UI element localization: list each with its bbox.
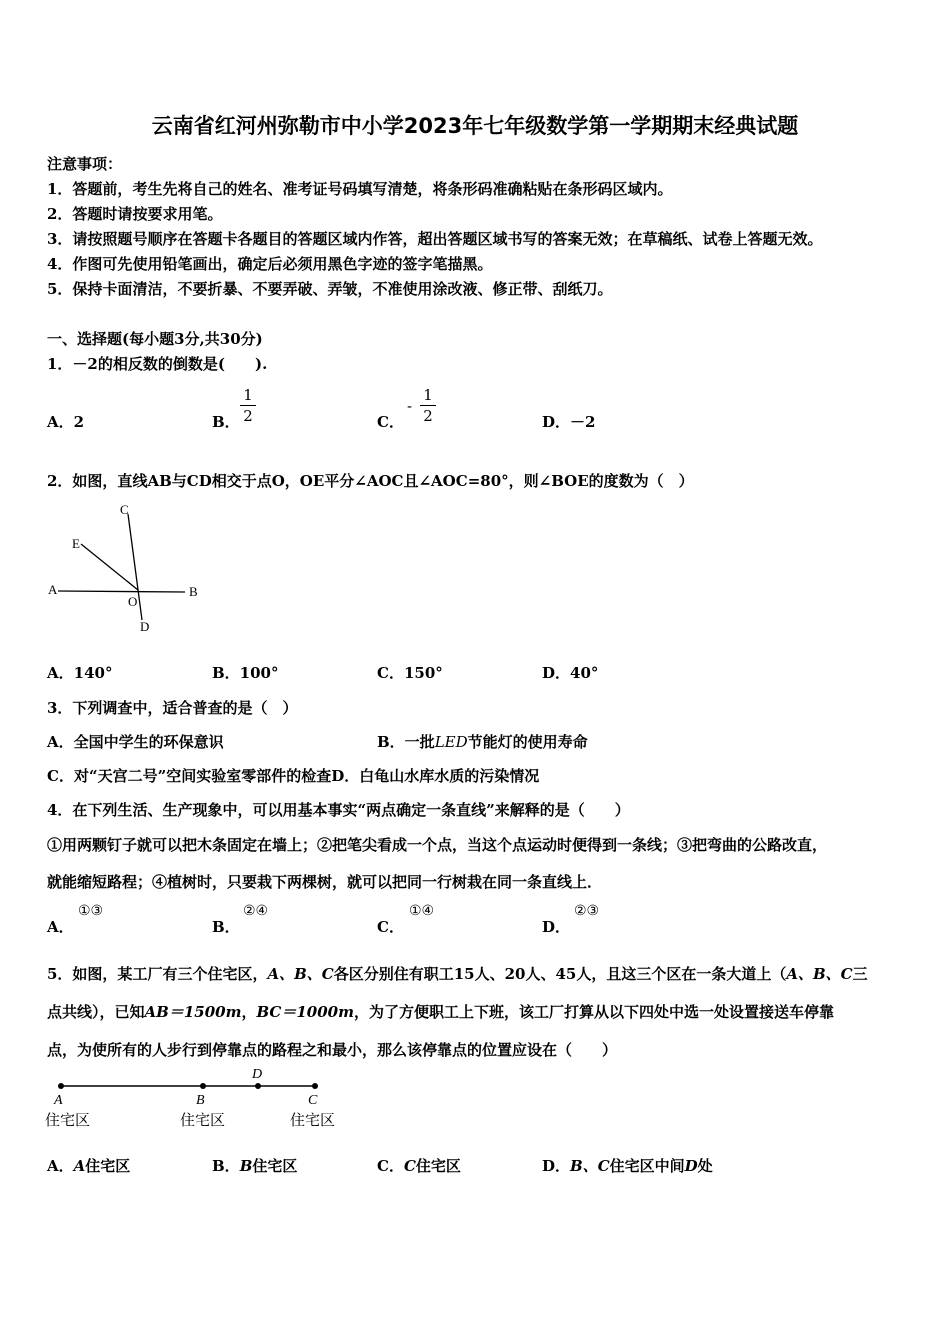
q5-option-b-point: B [239, 1157, 253, 1175]
q4-option-d-label: D． [542, 918, 571, 936]
q1-stem: 1．－2的相反数的倒数是( ). [47, 355, 268, 373]
q1-option-c-fraction [420, 386, 436, 425]
q1-c-denominator: 2 [423, 407, 433, 425]
q3-option-b [377, 731, 588, 752]
q3-option-cd: C．对“天宫二号”空间实验室零部件的检查D．白龟山水库水质的污染情况 [47, 767, 540, 785]
q4-option-c-value: ①④ [409, 903, 435, 919]
notice-item-5: 5．保持卡面清洁，不要折暴、不要弄破、弄皱，不准使用涂改液、修正带、刮纸刀。 [47, 280, 613, 298]
label-a: A [54, 1093, 63, 1108]
q1-option-d: D．－2 [542, 413, 596, 431]
point-a [58, 1083, 64, 1089]
q5-option-d-label: D． [542, 1157, 571, 1175]
q5-option-d-points: B、C [570, 1157, 610, 1175]
q1-option-c-label: C． [377, 413, 404, 431]
q5-figure [40, 1064, 360, 1136]
q5-line-1-abc-2: A、B、C [786, 965, 853, 983]
q5-option-a-text: 住宅区 [85, 1157, 131, 1175]
q5-option-c [377, 1155, 461, 1176]
q5-line-2-part-2: ， [241, 1003, 257, 1021]
q5-line-1 [47, 963, 868, 984]
point-c [312, 1083, 318, 1089]
q2-option-d: D．40° [542, 664, 599, 682]
q3-option-b-led: LED [434, 733, 468, 751]
q4-stem: 4．在下列生活、生产现象中，可以用基本事实“两点确定一条直线”来解释的是（ ） [47, 801, 630, 819]
q5-line-2-part-3: ，为了方便职工上下班，该工厂打算从以下四处中选一处设置接送车停靠 [353, 1003, 834, 1021]
q5-line-1-part-2: 各区分别住有职工15人、20人、45人，且这三个区在一条大道上（ [333, 965, 787, 983]
notice-item-1: 1．答题前，考生先将自己的姓名、准考证号码填写清楚，将条形码准确粘贴在条形码区域内。 [47, 180, 673, 198]
q5-option-d-point-2: D [684, 1157, 698, 1175]
zone-b-label: 住宅区 [180, 1113, 226, 1129]
q5-line-2 [47, 1001, 834, 1022]
zone-a-label: 住宅区 [45, 1113, 91, 1129]
label-c: C [308, 1093, 318, 1108]
q4-line-1: ①用两颗钉子就可以把木条固定在墙上；②把笔尖看成一个点，当这个点运动时便得到一条线；③把弯曲的公路改直， [47, 836, 828, 854]
q1-option-b-label: B． [212, 413, 240, 431]
q5-line-3: 点，为使所有的人步行到停靠点的路程之和最小，那么该停靠点的位置应设在（ ） [47, 1041, 618, 1059]
label-o: O [128, 594, 138, 609]
q5-option-b-label: B． [212, 1157, 240, 1175]
q3-stem: 3．下列调查中，适合普查的是（ ） [47, 699, 298, 717]
q5-option-a [47, 1155, 130, 1176]
q1-option-a: A．2 [47, 413, 85, 431]
label-b: B [196, 1093, 205, 1108]
label-e: E [72, 536, 80, 551]
q5-option-b-text: 住宅区 [252, 1157, 298, 1175]
label-c: C [120, 502, 129, 517]
q5-line-1-part-3: 三 [852, 965, 868, 983]
q4-option-b-label: B． [212, 918, 240, 936]
q2-option-c: C．150° [377, 664, 443, 682]
q5-option-c-label: C． [377, 1157, 404, 1175]
zone-c-label: 住宅区 [290, 1113, 336, 1129]
line-ab [58, 591, 185, 592]
q4-option-a-label: A． [47, 918, 74, 936]
q5-line-1-part-1: 5．如图，某工厂有三个住宅区， [47, 965, 268, 983]
notice-heading: 注意事项： [47, 155, 123, 173]
label-d: D [140, 619, 150, 634]
q2-stem: 2．如图，直线AB与CD相交于点O，OE平分∠AOC且∠AOC=80°，则∠BOE的度数为（ ） [47, 472, 694, 490]
q5-option-c-text: 住宅区 [415, 1157, 461, 1175]
q5-line-2-bc: BC＝1000m [256, 1003, 354, 1021]
q4-option-b-value: ②④ [243, 903, 269, 919]
point-b [200, 1083, 206, 1089]
q1-b-numerator: 1 [243, 386, 253, 404]
q3-option-b-post: 节能灯的使用寿命 [467, 733, 588, 751]
q5-line-2-part-1: 点共线），已知 [47, 1003, 145, 1021]
section-heading: 一、选择题(每小题3分,共30分) [47, 330, 263, 348]
label-b: B [189, 584, 198, 599]
notice-item-4: 4．作图可先使用铅笔画出，确定后必须用黑色字迹的签字笔描黑。 [47, 255, 493, 273]
label-d: D [252, 1067, 263, 1082]
q1-option-c-sign: - [407, 397, 413, 415]
label-a: A [48, 582, 58, 597]
q3-option-a: A．全国中学生的环保意识 [47, 733, 224, 751]
q5-line-1-abc: A、B、C [267, 965, 334, 983]
q5-option-b [212, 1155, 297, 1176]
q2-option-b: B．100° [212, 664, 279, 682]
q3-option-b-pre: B．一批 [377, 733, 435, 751]
q5-option-d-text-2: 处 [697, 1157, 713, 1175]
q5-option-a-label: A． [47, 1157, 74, 1175]
q5-line-2-ab: AB＝1500m [144, 1003, 242, 1021]
q5-option-a-point: A [73, 1157, 86, 1175]
q1-option-b-fraction [240, 386, 256, 425]
q4-option-d-value: ②③ [574, 903, 600, 919]
q5-option-d [542, 1155, 713, 1176]
q1-b-fraction-bar [240, 405, 256, 406]
q5-option-d-text-1: 住宅区中间 [609, 1157, 685, 1175]
q2-option-a: A．140° [47, 664, 113, 682]
q1-b-denominator: 2 [243, 407, 253, 425]
page-title: 云南省红河州弥勒市中小学2023年七年级数学第一学期期末经典试题 [151, 114, 799, 138]
q4-option-a-value: ①③ [78, 903, 104, 919]
notice-item-3: 3．请按照题号顺序在答题卡各题目的答题区域内作答，超出答题区域书写的答案无效；在草稿纸、试卷上答题无效。 [47, 230, 823, 248]
ray-oe [81, 544, 138, 590]
q2-figure [40, 498, 210, 638]
q5-option-c-point: C [403, 1157, 416, 1175]
q4-option-c-label: C． [377, 918, 404, 936]
q1-c-fraction-bar [420, 405, 436, 406]
q1-c-numerator: 1 [423, 386, 433, 404]
point-d [255, 1083, 261, 1089]
q4-line-2: 就能缩短路程；④植树时，只要栽下两棵树，就可以把同一行树栽在同一条直线上． [47, 873, 603, 891]
notice-item-2: 2．答题时请按要求用笔。 [47, 205, 223, 223]
